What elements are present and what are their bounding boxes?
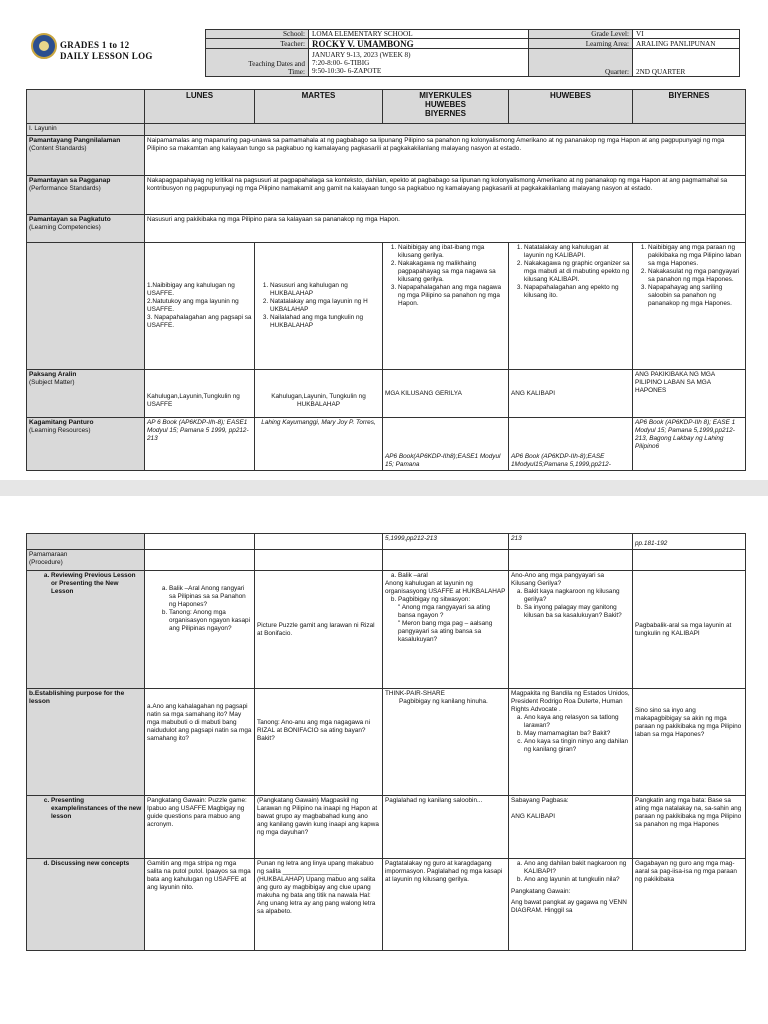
step-c-huw-2: ANG KALIBAPI <box>511 813 556 820</box>
step-d-martes: Punan ng letra ang linya upang makabuo ng salita ________________ (HUKBALAHAP) Upang mabuo ang salita ang guro ay magbibigay ang clue upang makuha ng bata ang titik na nawala Hal: Ang unang letra ay ang pang walong letra sa alpabeto. <box>255 859 383 951</box>
subject-huwebes: ANG KALIBAPI <box>509 370 633 418</box>
step-a-lunes-2: b. Tanong: Anong mga organisasyon ngayon kasapi ang Pilipinas ngayon? <box>169 609 252 633</box>
resources-miyerkules: AP6 Book(AP6KDP-IIh8);EASE1 Modyul 15; Pamana <box>383 418 509 471</box>
grade-level-label: Grade Level: <box>529 30 633 39</box>
step-d-huwebes <box>509 859 633 951</box>
step-d-miyerkules: Pagtatalakay ng guro at karagdagang impormasyon. Paglalahad ng mga kasapi at layunin ng kilusang gerilya. <box>383 859 509 951</box>
step-d-label <box>27 859 145 951</box>
step-b-huw-0: Magpakita ng Bandila ng Estados Unidos, President Rodrigo Roa Duterte, Human Rights Advocate . <box>511 690 630 713</box>
teacher-value: ROCKY V. UMAMBONG <box>309 39 529 49</box>
resources-biyernes: AP6 Book (AP6KDP-IIh 8); EASE 1 Modyul 15; Pamana 5,1999,pp212-213, Bagong Lakbay ng Lahing Pilipino6 <box>633 418 746 471</box>
teaching-dates-label-line: Teaching Dates and <box>248 60 305 68</box>
step-b-miy-2: Pagbibigay ng kanilang hinuha. <box>399 698 488 705</box>
continuation-biyernes: pp.181-192 <box>633 534 746 550</box>
step-b-biyernes: Sino sino sa inyo ang makapagbibigay sa akin ng mga paraan ng pakikibaka ng mga Pilipino laban sa mga Hapones? <box>633 689 746 796</box>
content-std-sub: (Content Standards) <box>29 145 87 152</box>
resources-lunes: AP 6 Book (AP6KDP-IIh-8); EASE1 Modyul 15; Pamana 5 1999, pp212-213 <box>145 418 255 471</box>
page-2 <box>0 496 768 1024</box>
learning-area-value: ARALING PANLIPUNAN <box>633 39 740 49</box>
lesson-log-table-page-1 <box>26 89 746 471</box>
step-b-lunes: a.Ano ang kahalagahan ng pagsapi natin sa mga samahang ito? May mga mabubuti o di mabuti bang naidudulot ang pagsapi natin sa mga samahang ito? <box>145 689 255 796</box>
obj-biy-3: 3. Napapahayag ang sariling saloobin sa panahon ng pananakop ng mga Hapones. <box>648 284 743 308</box>
objectives-huwebes <box>509 243 633 370</box>
header-info-table <box>205 29 740 77</box>
obj-lunes-3: 3. Napapahalagahan ang pagsapi sa USAFFE. <box>147 314 252 329</box>
quarter-label: Quarter: <box>529 49 633 77</box>
competencies-label <box>27 215 145 243</box>
procedure-sub: (Procedure) <box>29 559 63 566</box>
subject-martes: Kahulugan,Layunin, Tungkulin ng HUKBALAHAP <box>255 370 383 418</box>
step-d-huw-3: Ang bawat pangkat ay gagawa ng VENN DIAGRAM. Hinggil sa <box>511 899 627 914</box>
step-a-miy-1 <box>398 572 506 580</box>
obj-martes-3: 3. Nailalahad ang mga tungkulin ng HUKBALAHAP <box>270 314 380 330</box>
section-layunin: I. Layunin <box>27 124 145 136</box>
miy-line-3: BIYERNES <box>425 109 466 118</box>
obj-huw-2: 2. Nakakagawa ng graphic organizer sa mga mabuti at di mabuting epekto ng kilusang KALIBAPI. <box>524 260 630 284</box>
step-d-biyernes: Gagabayan ng guro ang mga mag-aaral sa pag-iisa-isa ng mga paraan ng pakikibaka <box>633 859 746 951</box>
procedure-biyernes <box>633 550 746 571</box>
competencies-text: Nasusuri ang pakikibaka ng mga Pilipino para sa kalayaan sa pananakop ng mga Hapon. <box>145 215 746 243</box>
resources-huwebes: AP6 Book (AP6KDP-IIh-8);EASE 1Modyul15;Pamana 5,1999,pp212- <box>509 418 633 471</box>
step-c-lunes: Pangkatang Gawain: Puzzle game: Ipabuo ang USAFFE Magbigay ng guide questions para mabuo ang acronym. <box>145 796 255 859</box>
lesson-log-table-page-2 <box>26 533 746 951</box>
content-std-title: Pamantayang Pangnilalaman <box>29 137 121 144</box>
step-d-huw-1: a. Ano ang dahilan bakit nagkaroon ng KALIBAPI? <box>524 860 630 876</box>
objectives-miyerkules <box>383 243 509 370</box>
day-header-huwebes: HUWEBES <box>509 90 633 124</box>
step-b-title: b.Establishing purpose for the lesson <box>29 690 125 705</box>
dates-line-2: 7:20-8:00- 6-TIBIG <box>312 58 370 67</box>
subject-matter-label <box>27 370 145 418</box>
paksa-sub: (Subject Matter) <box>29 379 75 386</box>
step-a-biyernes: Pagbabalik-aral sa mga layunin at tungkulin ng KALIBAPI <box>633 571 746 689</box>
procedure-title: Pamamaraan <box>29 551 68 558</box>
comp-sub: (Learning Competencies) <box>29 224 101 231</box>
obj-martes-1: 1. Nasusuri ang kahulugan ng HUKBALAHAP <box>270 282 380 298</box>
step-a-miy-2: Anong kahulugan at layunin ng organisasyong USAFFE at HUKBALAHAP <box>385 580 506 595</box>
step-c-huw-1: Sabayang Pagbasa: <box>511 797 569 804</box>
school-value: LOMA ELEMENTARY SCHOOL <box>309 30 529 39</box>
miy-line-2: HUWEBES <box>425 100 466 109</box>
step-a-lunes-1: a. Balik –Aral Anong rangyari sa Pilipinas sa sa Panahon ng Hapones? <box>169 585 252 609</box>
objectives-martes <box>255 243 383 370</box>
paksa-title: Paksang Aralin <box>29 371 77 378</box>
obj-miy-3: 3. Napapahalagahan ang mga nagawa ng mga Pilipino sa panahon ng mga Hapon. <box>398 284 506 308</box>
procedure-martes <box>255 550 383 571</box>
obj-huw-1: 1. Natatalakay ang kahulugan at layunin ng KALIBAPI. <box>524 244 630 260</box>
subject-lunes: Kahulugan,Layunin,Tungkulin ng USAFFE <box>145 370 255 418</box>
step-a-miy-3 <box>398 596 506 644</box>
step-a-miy-4: " Anong mga rangyayari sa ating bansa ngayon ? <box>398 604 491 619</box>
teaching-dates-value <box>309 49 529 77</box>
step-d-title: d. Discussing new concepts <box>51 860 142 868</box>
procedure-miyerkules <box>383 550 509 571</box>
step-a-miy-1-text: Balik –aral <box>398 572 428 579</box>
procedure-label <box>27 550 145 571</box>
step-b-martes: Tanong: Ano-anu ang mga nagagawa ni RIZAL at BONIFACIO sa ating bayan?Bakit? <box>255 689 383 796</box>
subject-biyernes: ANG PAKIKIBAKA NG MGA PILIPINO LABAN SA MGA HAPONES <box>633 370 746 418</box>
dates-line-3: 9:50-10:30- 6-ZAPOTE <box>312 66 382 75</box>
continuation-martes <box>255 534 383 550</box>
resources-martes: Lahing Kayumanggi, Mary Joy P. Torres, <box>255 418 383 471</box>
page-1 <box>0 0 768 480</box>
step-a-lunes <box>145 571 255 689</box>
teacher-label: Teacher: <box>206 39 309 49</box>
step-b-miyerkules <box>383 689 509 796</box>
procedure-huwebes <box>509 550 633 571</box>
school-label: School: <box>206 30 309 39</box>
objectives-label-cell <box>27 243 145 370</box>
content-standards-text: Naipamamalas ang mapanuring pag-unawa sa pamamahala at ng pagbabago sa lipunang Pilipino sa panahon ng kolonyalismong Amerikano at ng pananakop ng mga Hapon at ang pagpupunyagi ng mga Pilipino sa makamtan ang kalayaan tungo sa pagkabuo ng kamalayang pagkasarili at pagkakakilanlang malayang nasyon at estado. <box>145 136 746 176</box>
step-a-miyerkules <box>383 571 509 689</box>
day-header-lunes: LUNES <box>145 90 255 124</box>
step-a-huwebes <box>509 571 633 689</box>
perf-std-title: Pamantayan sa Pagganap <box>29 177 111 184</box>
step-d-huw-2: b. Ano ang layunin at tungkulin nila? <box>524 876 630 884</box>
step-a-huw-2: b. Sa inyong palagay may ganitong kilusan ba sa kasalukuyan? Bakit? <box>524 604 630 620</box>
continuation-lunes <box>145 534 255 550</box>
step-a-huw-0: Ano-Ano ang mga pangyayari sa Kilusang Gerilya? <box>511 572 605 587</box>
dates-line-1: JANUARY 9-13, 2023 (WEEK 8) <box>312 50 411 59</box>
day-header-martes: MARTES <box>255 90 383 124</box>
step-c-martes: (Pangkatang Gawain) Magpaskil ng Larawan ng Pilipino na inaapi ng Hapon at bawat grupo ay magbabahad kung ano ang kanilang gawin kung inaapi ang kapwa ng mga dayuhan? <box>255 796 383 859</box>
comp-title: Pamantayan sa Pagkatuto <box>29 216 111 223</box>
step-a-martes: Picture Puzzle gamit ang larawan ni Rizal at Bonifacio. <box>255 571 383 689</box>
step-a-label <box>27 571 145 689</box>
section-layunin-fill <box>145 124 746 136</box>
step-d-lunes: Gamitin ang mga stripa ng mga salita na putol putol. Ipaayos sa mga bata ang kahulugan ng USAFFE at ang layunin nito. <box>145 859 255 951</box>
kagamitan-sub: (Learning Resources) <box>29 427 91 434</box>
performance-standards-label <box>27 176 145 215</box>
step-a-miy-5: " Meron bang mga pag – aalsang pangyayari sa ating bansa sa kasalukuyan? <box>398 620 493 643</box>
obj-biy-2: 2. Nakakasulat ng mga pangyayari sa panahon ng mga Hapones. <box>648 268 743 284</box>
obj-miy-2: 2. Nakakagawa ng malikhaing pagpapahayag sa mga nagawa sa kilusang gerilya. <box>398 260 506 284</box>
continuation-huwebes: 213 <box>509 534 633 550</box>
performance-standards-text: Nakapagpapahayag ng kritikal na pagsusuri at pagpapahalaga sa konteksto, dahilan, epekto at pagbabago sa lipunan ng kolonyalismong Amerikano at ng pananakop ng mga Hapon at ang pagmamahal sa kontribusyon ng pagpupunyagi ng mga Pilipino namakamit ang gamit na kalayaan tungo sa pagkabuo ng kamalayang pagkasarili at pagkakakilanlang malayang nasyon at estado. <box>145 176 746 215</box>
learning-resources-label <box>27 418 145 471</box>
procedure-lunes <box>145 550 255 571</box>
step-b-miy-1: THINK-PAIR-SHARE <box>385 690 445 697</box>
continuation-miyerkules: 5,1999,pp212-213 <box>383 534 509 550</box>
title-line-2: DAILY LESSON LOG <box>60 51 153 61</box>
step-b-huw-3: c. Ano kaya sa tingin ninyo ang dahilan ng kanilang giran? <box>524 738 630 754</box>
time-label: Time: <box>288 68 305 76</box>
day-header-biyernes: BIYERNES <box>633 90 746 124</box>
step-a-huw-1: a. Bakit kaya nagkaroon ng kilusang gerilya? <box>524 588 630 604</box>
grade-level-value: VI <box>633 30 740 39</box>
step-b-huw-1: a. Ano kaya ang relasyon sa tatlong larawan? <box>524 714 630 730</box>
obj-biy-1: 1. Naibibigay ang mga paraan ng pakikibaka ng mga Pilipino laban sa mga Hapones. <box>648 244 743 268</box>
step-c-label <box>27 796 145 859</box>
miy-line-1: MIYERKULES <box>419 91 472 100</box>
day-header-miyerkules <box>383 90 509 124</box>
obj-lunes-1: 1.Naibibigay ang kahulugan ng USAFFE. <box>147 282 235 297</box>
step-a-title: a. Reviewing Previous Lesson or Presenting the New Lesson <box>51 572 142 596</box>
corner-cell <box>27 90 145 124</box>
document-title <box>60 40 153 62</box>
step-b-label <box>27 689 145 796</box>
objectives-lunes <box>145 243 255 370</box>
obj-lunes-2: 2.Natutukoy ang mga layunin ng USAFFE. <box>147 298 239 313</box>
step-a-miy-3-text: Pagbibigay ng sitwasyon: <box>398 596 471 603</box>
step-c-biyernes: Pangkatin ang mga bata: Base sa ating mga natalakay na, sa-sahin ang paraan ng pakikibaka ng mga Pilipino sa panahon ng mga Hapones <box>633 796 746 859</box>
obj-miy-1: 1. Naibibigay ang ibat-ibang mga kilusang gerilya. <box>398 244 506 260</box>
step-c-title: c. Presenting example/instances of the new lesson <box>51 797 142 821</box>
deped-seal-logo <box>31 33 57 59</box>
quarter-value: 2ND QUARTER <box>633 49 740 77</box>
learning-area-label: Learning Area: <box>529 39 633 49</box>
teaching-dates-label <box>206 49 309 77</box>
step-c-huwebes <box>509 796 633 859</box>
title-line-1: GRADES 1 to 12 <box>60 40 130 50</box>
perf-std-sub: (Performance Standards) <box>29 185 101 192</box>
subject-miyerkules: MGA KILUSANG GERILYA <box>383 370 509 418</box>
content-standards-label <box>27 136 145 176</box>
kagamitan-title: Kagamitang Panturo <box>29 419 94 426</box>
obj-huw-3: 3. Napapahalagahan ang epekto ng kilusang ito. <box>524 284 630 300</box>
step-d-huw-2b: Pangkatang Gawain: <box>511 888 571 895</box>
step-c-miyerkules: Paglalahad ng kanilang saloobin... <box>383 796 509 859</box>
objectives-biyernes <box>633 243 746 370</box>
obj-martes-2: 2. Natatalakay ang mga layunin ng H UKBALAHAP <box>270 298 380 314</box>
step-b-huwebes <box>509 689 633 796</box>
continuation-label-cell <box>27 534 145 550</box>
step-b-huw-2: b. May mamamagitan ba? Bakit? <box>524 730 630 738</box>
